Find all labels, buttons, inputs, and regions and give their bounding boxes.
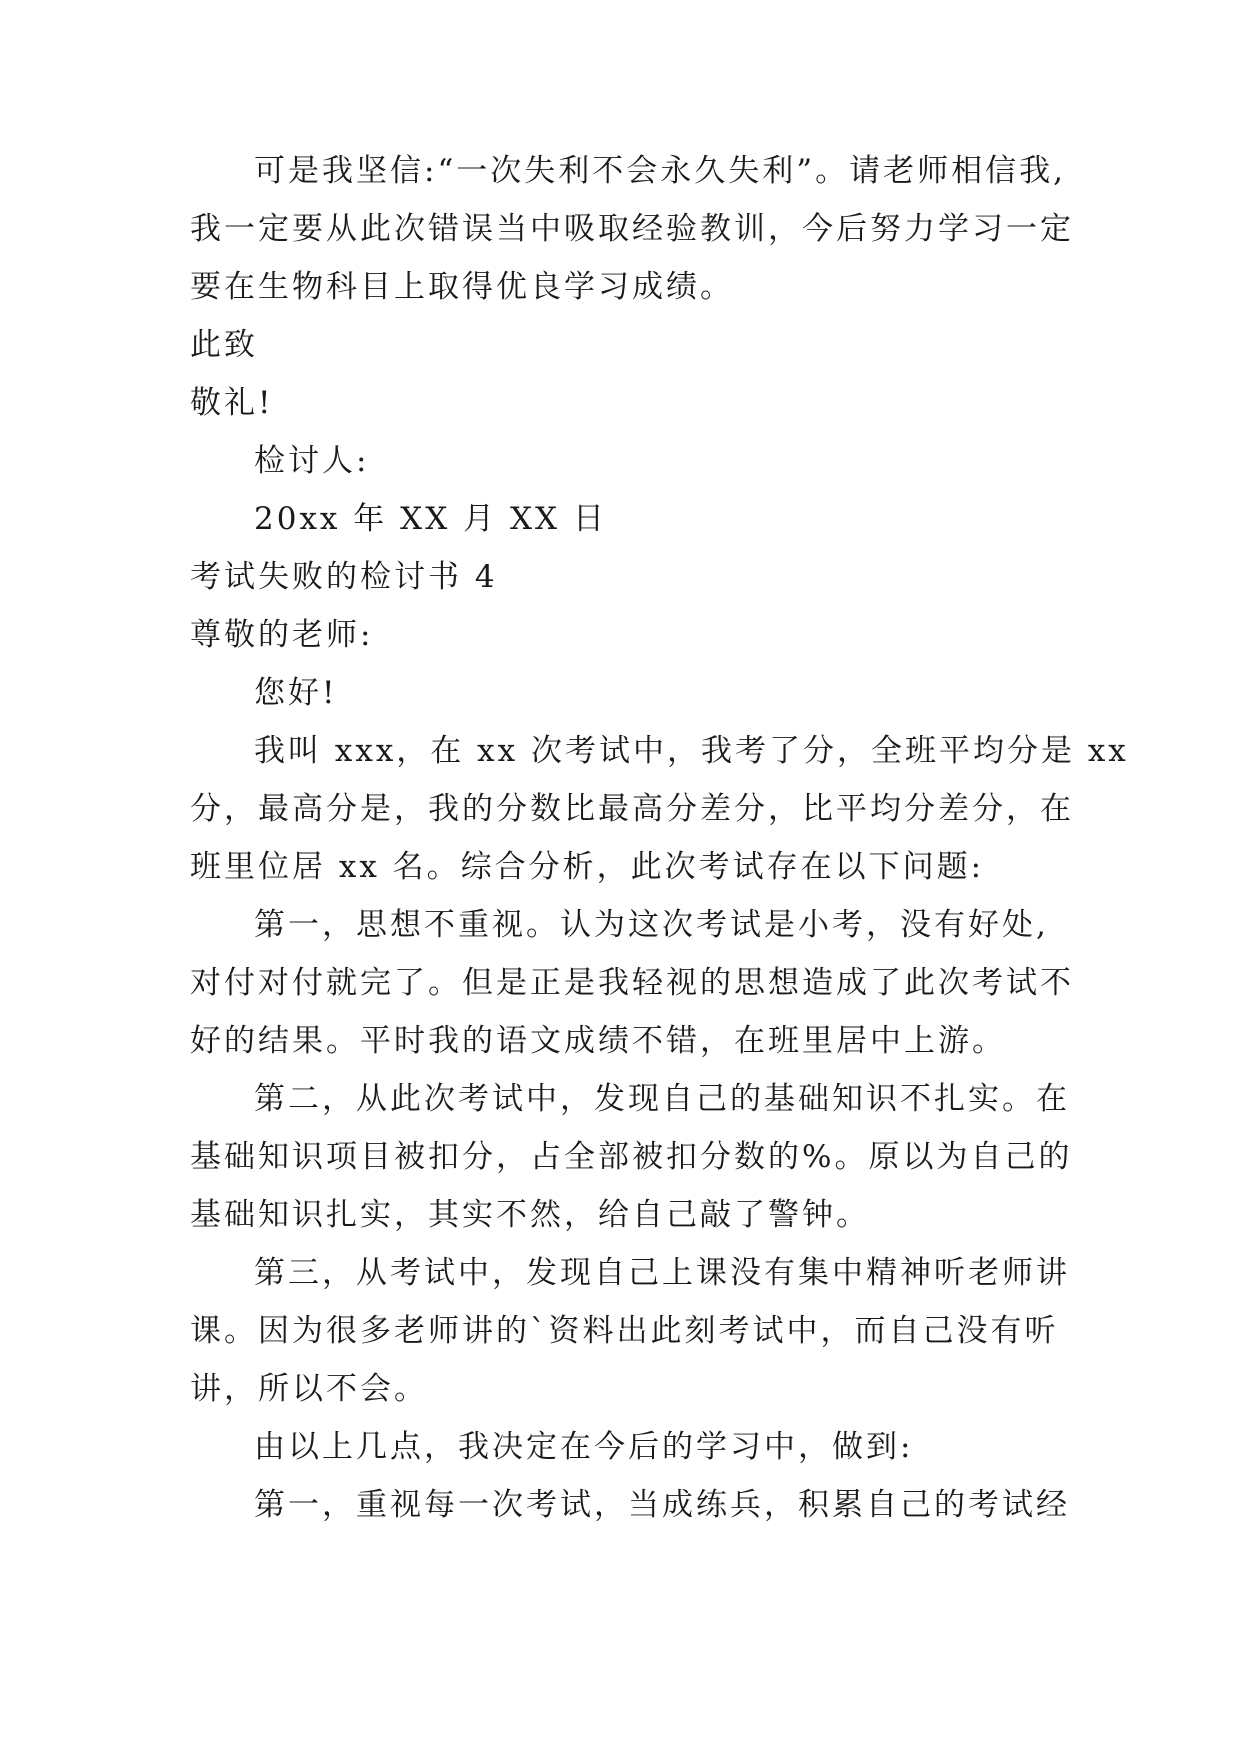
text-line: 我一定要从此次错误当中吸取经验教训，今后努力学习一定 xyxy=(190,211,1074,247)
signature-label: 检讨人: xyxy=(254,443,370,479)
text-line: 讲，所以不会。 xyxy=(190,1371,428,1407)
text-line: 可是我坚信:“一次失利不会永久失利”。请老师相信我, xyxy=(254,153,1066,189)
text-line: 分，最高分是，我的分数比最高分差分，比平均分差分，在 xyxy=(190,791,1074,827)
document-body xyxy=(190,142,1129,1534)
greeting-line: 尊敬的老师: xyxy=(190,617,374,653)
closing-line: 此致 xyxy=(190,327,258,363)
text-line: 第一，重视每一次考试，当成练兵，积累自己的考试经 xyxy=(254,1487,1070,1523)
salutation-line: 敬礼! xyxy=(190,385,274,421)
text-line: 第三，从考试中，发现自己上课没有集中精神听老师讲 xyxy=(254,1255,1070,1291)
text-line: 要在生物科目上取得优良学习成绩。 xyxy=(190,269,734,305)
text-line: 基础知识项目被扣分，占全部被扣分数的%。原以为自己的 xyxy=(190,1139,1073,1175)
date-line: 20xx 年 XX 月 XX 日 xyxy=(254,501,607,537)
section-title: 考试失败的检讨书 4 xyxy=(190,559,498,595)
text-line: 好的结果。平时我的语文成绩不错，在班里居中上游。 xyxy=(190,1023,1006,1059)
text-line: 对付对付就完了。但是正是我轻视的思想造成了此次考试不 xyxy=(190,965,1074,1001)
text-line: 由以上几点，我决定在今后的学习中，做到: xyxy=(254,1429,914,1465)
greeting-line: 您好! xyxy=(254,675,338,711)
text-line: 班里位居 xx 名。综合分析，此次考试存在以下问题: xyxy=(190,849,985,885)
text-line: 第二，从此次考试中，发现自己的基础知识不扎实。在 xyxy=(254,1081,1070,1117)
text-line: 课。因为很多老师讲的`资料出此刻考试中，而自己没有听 xyxy=(190,1313,1059,1349)
text-line: 基础知识扎实，其实不然，给自己敲了警钟。 xyxy=(190,1197,870,1233)
text-line: 我叫 xxx，在 xx 次考试中，我考了分，全班平均分是 xx xyxy=(254,733,1129,769)
text-line: 第一，思想不重视。认为这次考试是小考，没有好处, xyxy=(254,907,1049,943)
